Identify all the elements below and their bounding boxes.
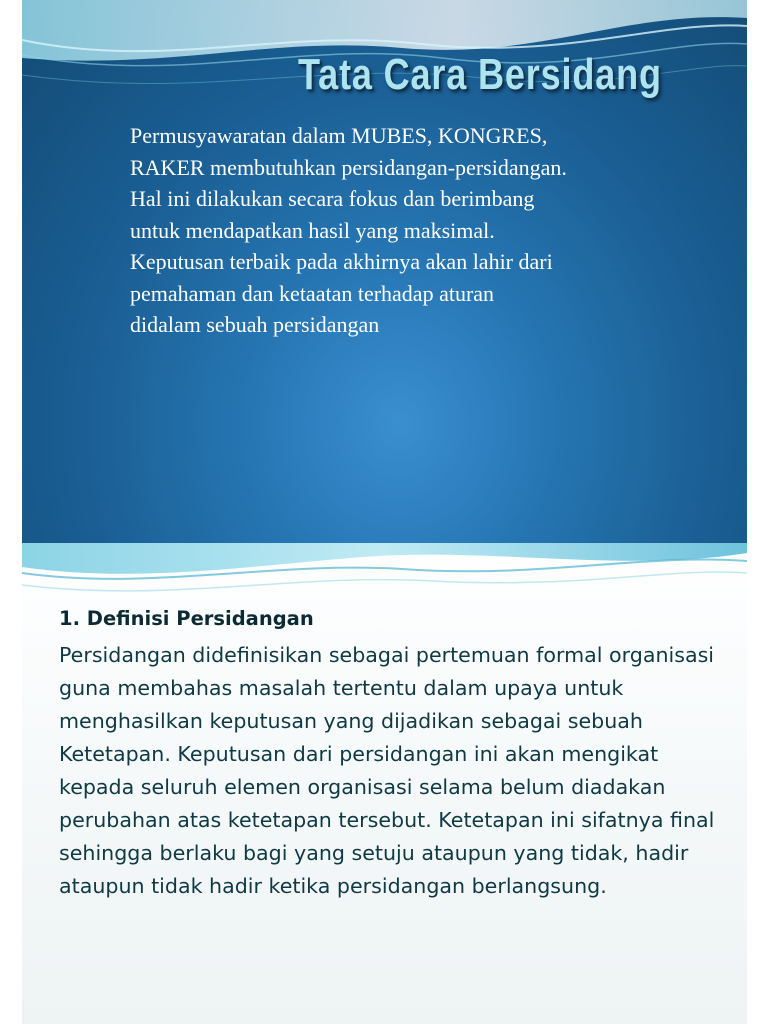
decorative-wave-header	[22, 543, 747, 613]
slide-title: Tata Cara Bersidang	[298, 50, 662, 99]
slide-definisi-persidangan	[22, 543, 747, 1024]
section-heading: 1. Definisi Persidangan	[59, 607, 314, 630]
intro-paragraph: Permusyawaratan dalam MUBES, KONGRES, RAKER membutuhkan persidangan-persidangan. Hal ini dilakukan secara fokus dan berimbang untuk mendapatkan hasil yang maksimal. Keputusan terbaik pada akhirnya akan lahir dari pemahaman dan ketaatan terhadap aturan didalam sebuah persidangan	[130, 123, 567, 337]
slide-title-cara-bersidang	[22, 0, 747, 543]
definition-paragraph: Persidangan didefinisikan sebagai pertemuan formal organisasi guna membahas masalah tertentu dalam upaya untuk menghasilkan keputusan yang dijadikan sebagai sebuah Ketetapan. Keputusan dari persidangan ini akan mengikat kepada seluruh elemen organisasi selama belum diadakan perubahan atas ketetapan tersebut. Ketetapan ini sifatnya final sehingga berlaku bagi yang setuju ataupun yang tidak, hadir ataupun tidak hadir ketika persidangan berlangsung.	[59, 643, 715, 898]
